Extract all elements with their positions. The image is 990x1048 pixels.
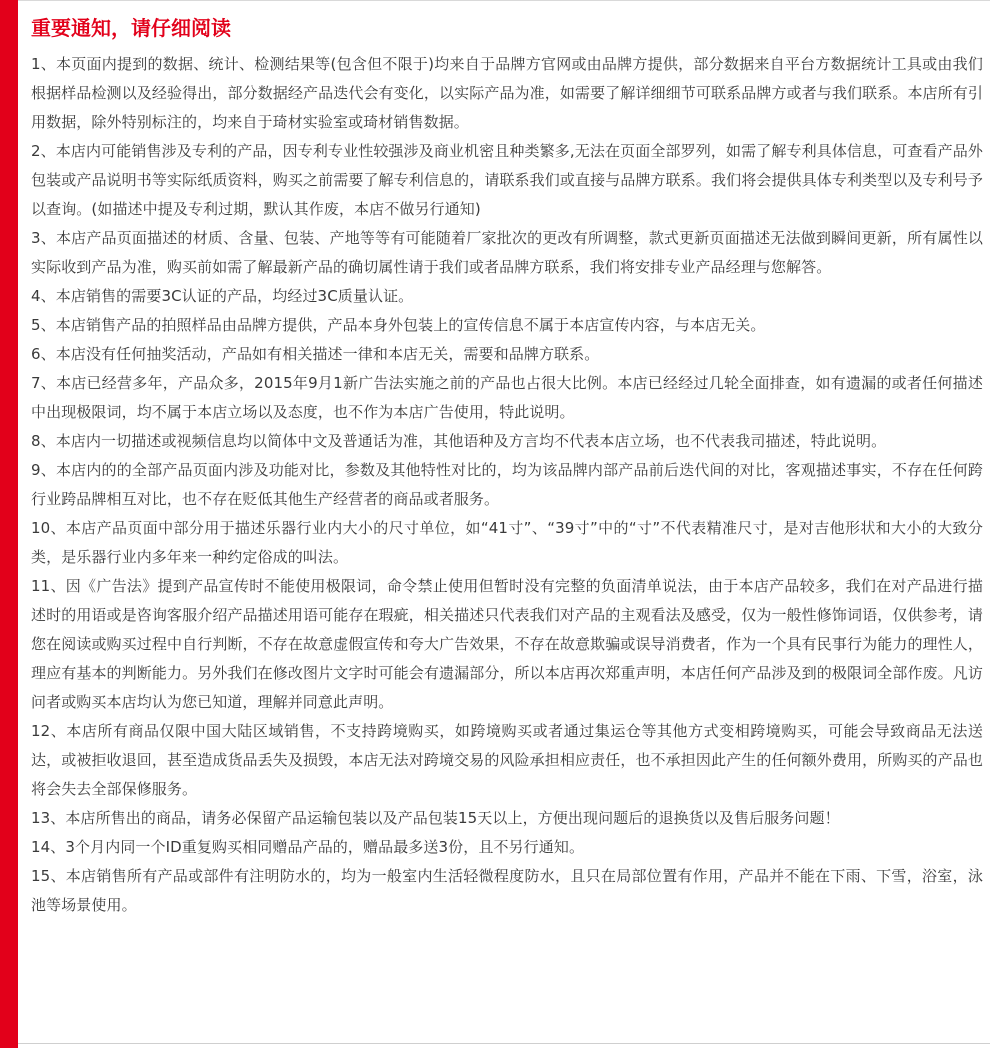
notice-item-6: 6、本店没有任何抽奖活动，产品如有相关描述一律和本店无关，需要和品牌方联系。 — [31, 345, 600, 363]
notice-item-3: 3、本店产品页面描述的材质、含量、包装、产地等等有可能随着厂家批次的更改有所调整，款式更新页面描述无法做到瞬间更新，所有属性以实际收到产品为准，购买前如需了解最新产品的确切属性请于我们或者品牌方联系，我们将安排专业产品经理与您解答。 — [31, 229, 983, 276]
notice-item-14: 14、3个月内同一个ID重复购买相同赠品产品的，赠品最多送3份，且不另行通知。 — [31, 838, 585, 856]
notice-item-11: 11、因《广告法》提到产品宣传时不能使用极限词，命令禁止使用但暂时没有完整的负面清单说法，由于本店产品较多，我们在对产品进行描述时的用语或是咨询客服介绍产品描述用语可能存在瑕疵，相关描述只代表我们对产品的主观看法及感受，仅为一般性修饰词语，仅供参考，请您在阅读或购买过程中自行判断，不存在故意虚假宣传和夸大广告效果，不存在故意欺骗或误导消费者，作为一个具有民事行为能力的理性人，理应有基本的判断能力。另外我们在修改图片文字时可能会有遗漏部分，所以本店再次郑重声明，本店任何产品涉及到的极限词全部作废。凡访问者或购买本店均认为您已知道，理解并同意此声明。 — [31, 577, 983, 711]
notice-item-7: 7、本店已经营多年，产品众多，2015年9月1新广告法实施之前的产品也占很大比例。本店已经经过几轮全面排查，如有遗漏的或者任何描述中出现极限词，均不属于本店立场以及态度，也不作为本店广告使用，特此说明。 — [31, 374, 983, 421]
notice-list — [31, 50, 983, 920]
notice-item-8: 8、本店内一切描述或视频信息均以简体中文及普通话为准，其他语种及方言均不代表本店立场，也不代表我司描述，特此说明。 — [31, 432, 887, 450]
notice-item-12: 12、本店所有商品仅限中国大陆区域销售，不支持跨境购买，如跨境购买或者通过集运仓等其他方式变相跨境购买，可能会导致商品无法送达，或被拒收退回，甚至造成货品丢失及损毁，本店无法对跨境交易的风险承担相应责任，也不承担因此产生的任何额外费用，所购买的产品也将会失去全部保修服务。 — [31, 722, 983, 798]
top-divider — [18, 0, 990, 1]
notice-item-13: 13、本店所售出的商品，请务必保留产品运输包装以及产品包装15天以上，方便出现问题后的退换货以及售后服务问题！ — [31, 809, 840, 827]
notice-item-15: 15、本店销售所有产品或部件有注明防水的，均为一般室内生活轻微程度防水，且只在局部位置有作用，产品并不能在下雨、下雪，浴室，泳池等场景使用。 — [31, 867, 983, 914]
notice-item-5: 5、本店销售产品的拍照样品由品牌方提供，产品本身外包装上的宣传信息不属于本店宣传内容，与本店无关。 — [31, 316, 766, 334]
notice-item-2: 2、本店内可能销售涉及专利的产品，因专利专业性较强涉及商业机密且种类繁多,无法在页面全部罗列，如需了解专利具体信息，可查看产品外包装或产品说明书等实际纸质资料，购买之前需要了解专利信息的，请联系我们或直接与品牌方联系。我们将会提供具体专利类型以及专利号予以查询。(如描述中提及专利过期，默认其作废，本店不做另行通知) — [31, 142, 983, 218]
bottom-divider — [18, 1043, 990, 1044]
notice-title: 重要通知，请仔细阅读 — [31, 16, 231, 40]
notice-content — [31, 14, 983, 920]
notice-item-9: 9、本店内的的全部产品页面内涉及功能对比，参数及其他特性对比的，均为该品牌内部产品前后迭代间的对比，客观描述事实，不存在任何跨行业跨品牌相互对比，也不存在贬低其他生产经营者的商品或者服务。 — [31, 461, 983, 508]
accent-bar — [0, 0, 18, 1048]
notice-item-10: 10、本店产品页面中部分用于描述乐器行业内大小的尺寸单位，如“41寸”、“39寸”中的“寸”不代表精准尺寸，是对吉他形状和大小的大致分类，是乐器行业内多年来一种约定俗成的叫法。 — [31, 519, 983, 566]
notice-item-1: 1、本页面内提到的数据、统计、检测结果等(包含但不限于)均来自于品牌方官网或由品牌方提供，部分数据来自平台方数据统计工具或由我们根据样品检测以及经验得出，部分数据经产品迭代会有变化，以实际产品为准，如需要了解详细细节可联系品牌方或者与我们联系。本店所有引用数据，除外特别标注的，均来自于琦材实验室或琦材销售数据。 — [31, 55, 983, 131]
notice-item-4: 4、本店销售的需要3C认证的产品，均经过3C质量认证。 — [31, 287, 414, 305]
